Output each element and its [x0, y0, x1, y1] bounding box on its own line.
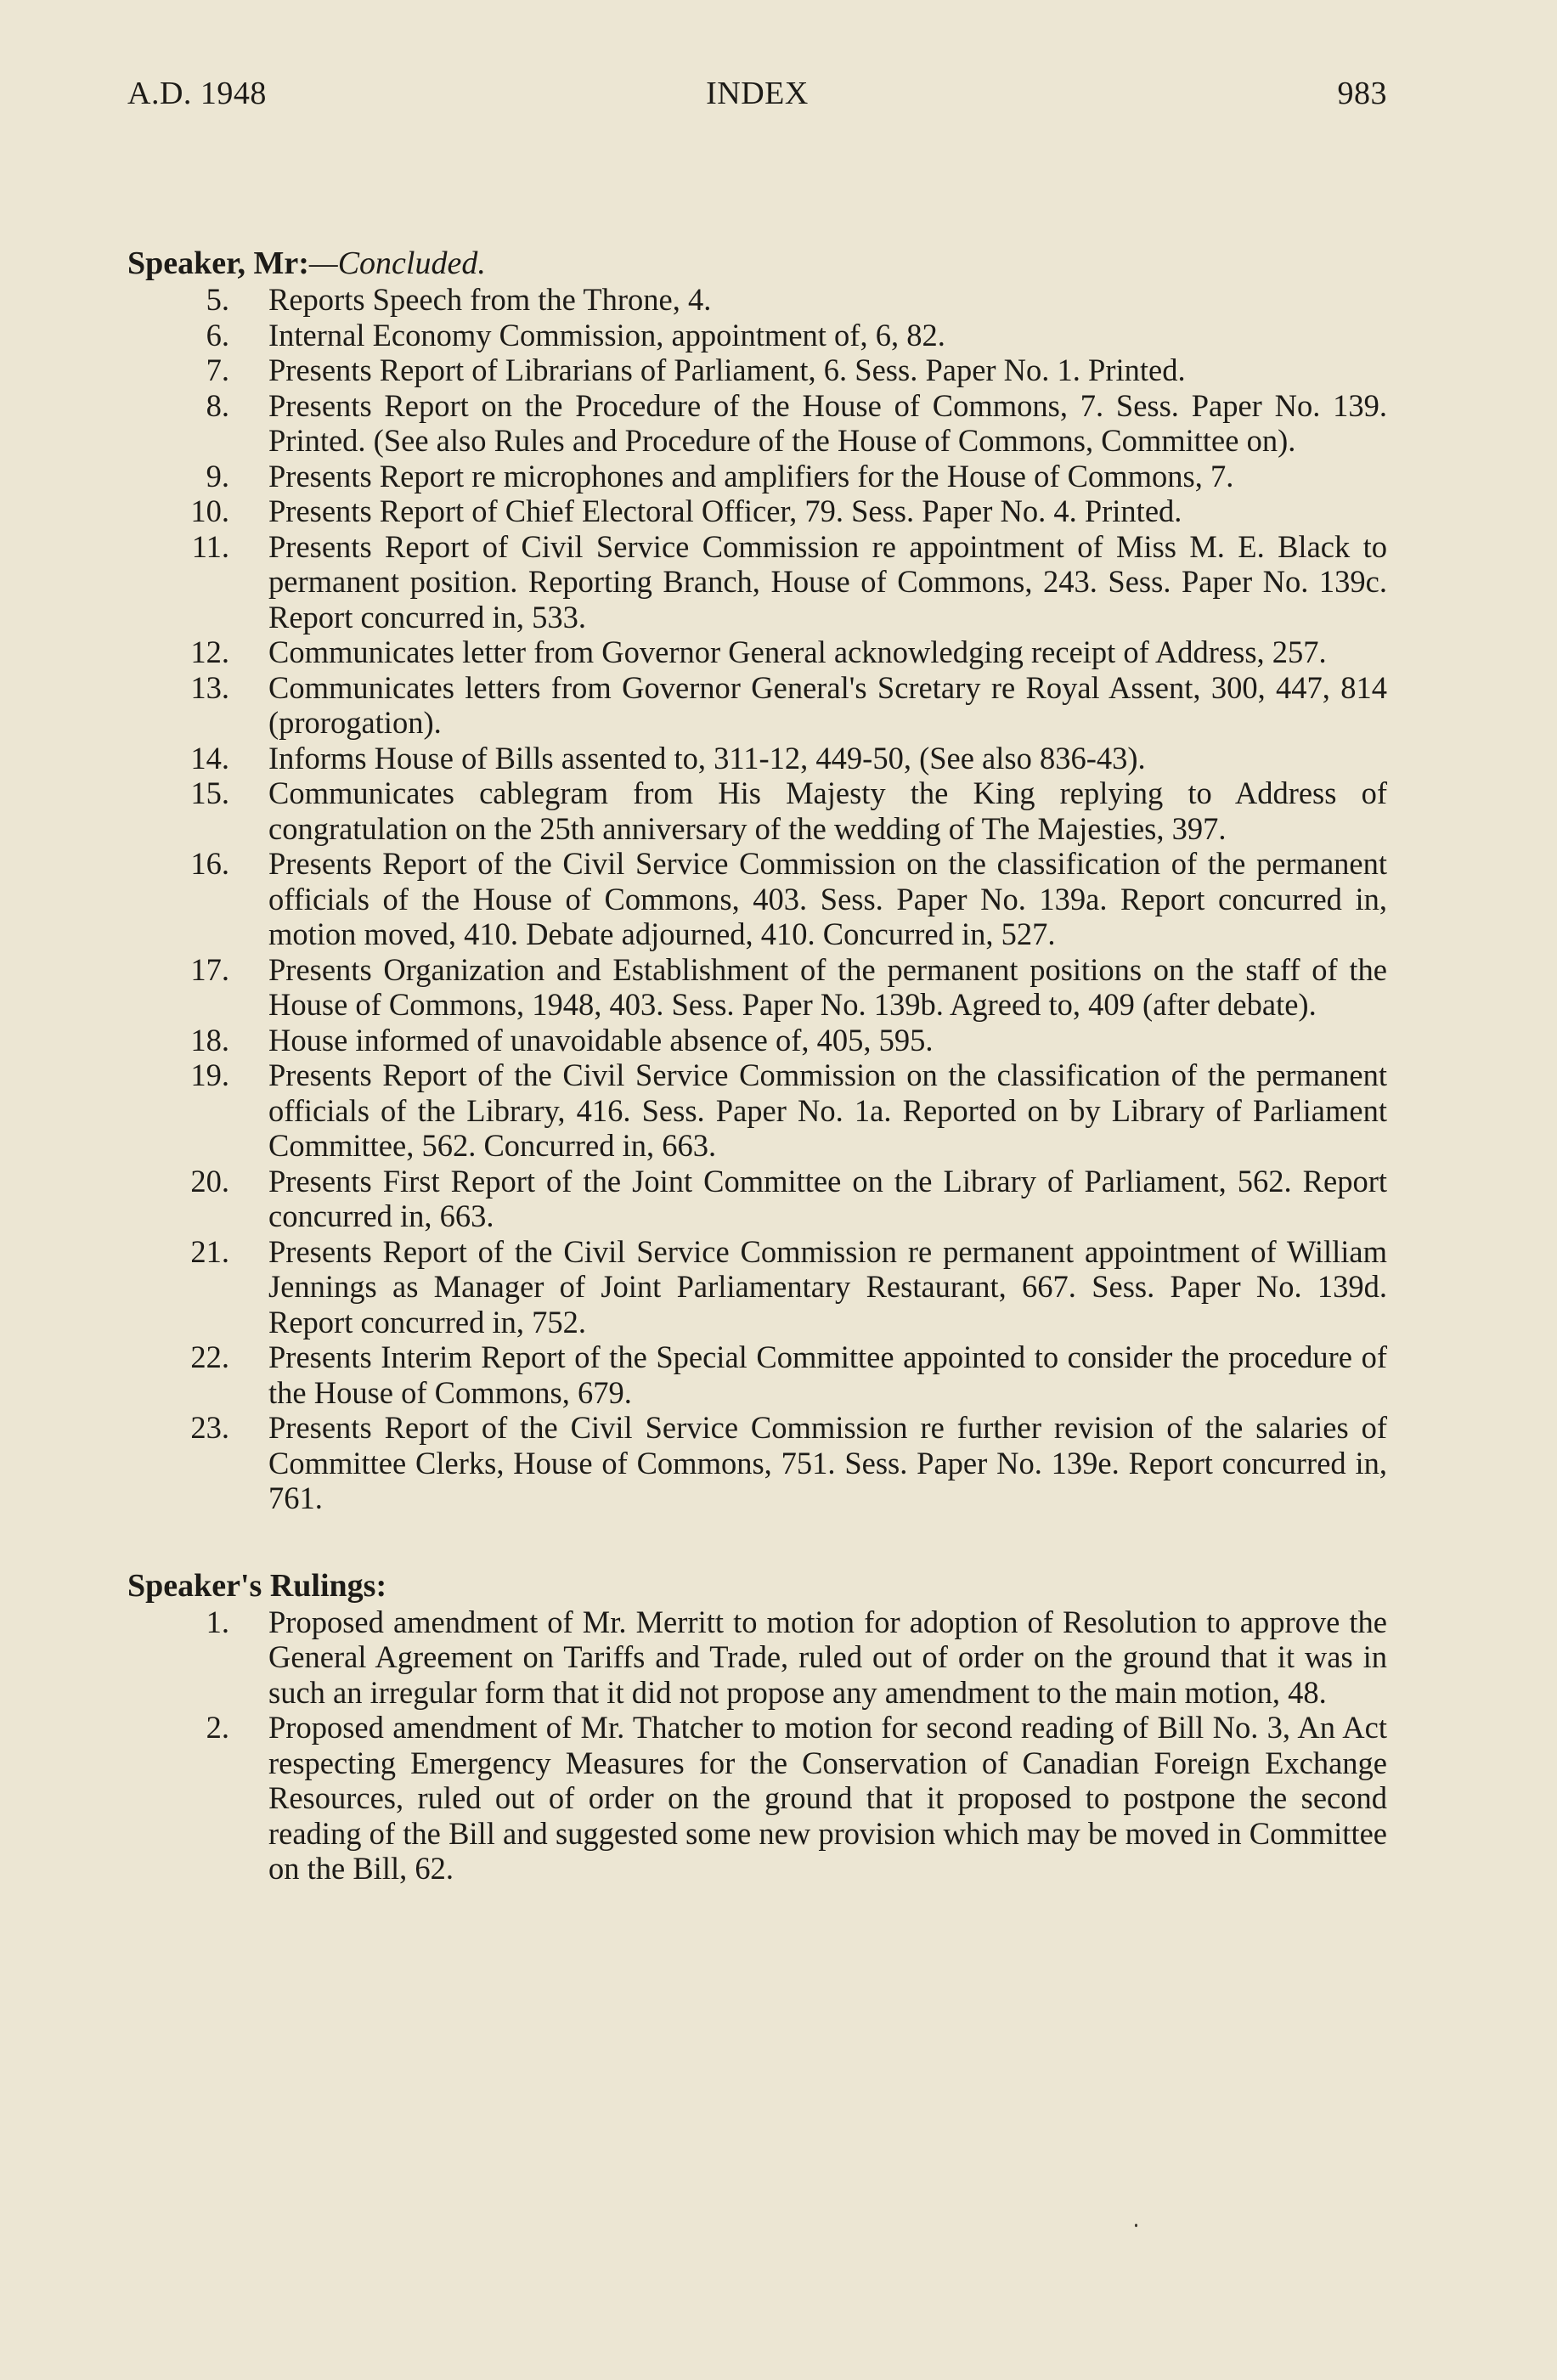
entry-text: Informs House of Bills assented to, 311-12, 449-50, (See also 836-43). — [268, 740, 1146, 775]
entry-number: 12. — [190, 634, 229, 669]
entry-text: Presents Report of Civil Service Commission re appointment of Miss M. E. Black to permanent position. Reporting Branch, House of Commons, 243. Sess. Paper No. 139c. Report concurred in, 533. — [268, 528, 1387, 634]
entry-number: 21. — [190, 1233, 229, 1269]
index-entry — [127, 388, 1387, 459]
section-heading — [127, 245, 1387, 282]
entry-text: Reports Speech from the Throne, 4. — [268, 282, 712, 317]
index-entry — [127, 493, 1387, 529]
entry-text: Proposed amendment of Mr. Merritt to motion for adoption of Resolution to approve the General Agreement on Tariffs and Trade, ruled out of order on the ground that it was in such an irregular form that it did not propose any amendment to the main motion, 48. — [268, 1604, 1387, 1710]
index-section — [127, 1567, 1387, 1887]
entry-text: Communicates letters from Governor General's Scretary re Royal Assent, 300, 447, 814 (prorogation). — [268, 669, 1387, 740]
entry-text: Presents Interim Report of the Special Committee appointed to consider the procedure of the House of Commons, 679. — [268, 1339, 1387, 1410]
index-section — [127, 245, 1387, 1516]
entry-text: Presents Report of Librarians of Parliament, 6. Sess. Paper No. 1. Printed. — [268, 352, 1186, 387]
entry-text: Presents Report re microphones and amplifiers for the House of Commons, 7. — [268, 458, 1234, 493]
index-entry — [127, 1410, 1387, 1516]
entry-list — [127, 282, 1387, 1516]
entry-text: Internal Economy Commission, appointment of, 6, 82. — [268, 317, 945, 352]
entry-number: 22. — [190, 1339, 229, 1374]
entry-number: 20. — [190, 1163, 229, 1198]
entry-text: Presents Report of the Civil Service Commission on the classification of the permanent officials of the House of Commons, 403. Sess. Paper No. 139a. Report concurred in, motion moved, 410. Debate adjourned, 410. Concurred in, 527. — [268, 846, 1387, 951]
index-entry — [127, 741, 1387, 776]
entry-number: 2. — [206, 1710, 229, 1745]
entry-text: Communicates cablegram from His Majesty the King replying to Address of congratulation on the 25th anniversary of the wedding of The Majesties, 397. — [268, 775, 1387, 846]
entry-number: 8. — [206, 387, 229, 423]
index-entry — [127, 952, 1387, 1023]
index-entry — [127, 1710, 1387, 1887]
entry-number: 19. — [190, 1057, 229, 1092]
index-entry — [127, 1057, 1387, 1164]
index-entry — [127, 1164, 1387, 1234]
index-entry — [127, 282, 1387, 318]
index-entry — [127, 318, 1387, 353]
index-entry — [127, 1605, 1387, 1711]
entry-number: 16. — [190, 846, 229, 881]
entry-number: 23. — [190, 1410, 229, 1445]
entry-number: 11. — [191, 528, 229, 564]
entry-number: 7. — [206, 352, 229, 387]
entry-number: 13. — [190, 669, 229, 705]
entry-text: Presents Report of the Civil Service Commission re further revision of the salaries of Committee Clerks, House of Commons, 751. Sess. Paper No. 139e. Report concurred in, 761. — [268, 1410, 1387, 1515]
section-heading-text: Speaker, Mr: — [127, 245, 309, 281]
section-heading — [127, 1567, 1387, 1605]
entry-number: 15. — [190, 775, 229, 810]
entry-number: 5. — [206, 282, 229, 317]
entry-number: 17. — [190, 951, 229, 987]
entry-text: Presents Report of the Civil Service Commission on the classification of the permanent officials of the Library, 416. Sess. Paper No. 1a. Reported on by Library of Parliament Committee, 562. Concurred in, 663. — [268, 1057, 1387, 1163]
index-entry — [127, 459, 1387, 494]
index-entry — [127, 1023, 1387, 1058]
index-sections — [127, 245, 1387, 1887]
entry-text: Presents Report of the Civil Service Commission re permanent appointment of William Jennings as Manager of Joint Parliamentary Restaurant, 667. Sess. Paper No. 139d. Report concurred in, 752. — [268, 1233, 1387, 1339]
entry-number: 14. — [190, 740, 229, 775]
entry-text: Presents First Report of the Joint Committee on the Library of Parliament, 562. Report concurred in, 663. — [268, 1163, 1387, 1233]
entry-text: Presents Report of Chief Electoral Officer, 79. Sess. Paper No. 4. Printed. — [268, 493, 1182, 528]
running-head-year: A.D. 1948 — [127, 76, 267, 111]
running-head-title: INDEX — [706, 76, 809, 111]
entry-text: Presents Organization and Establishment of the permanent positions on the staff of the House of Commons, 1948, 403. Sess. Paper No. 139b. Agreed to, 409 (after debate). — [268, 951, 1387, 1022]
index-entry — [127, 846, 1387, 952]
entry-number: 10. — [190, 493, 229, 528]
entry-number: 6. — [206, 317, 229, 352]
page-number: 983 — [1337, 76, 1387, 111]
index-entry — [127, 352, 1387, 388]
entry-number: 9. — [206, 458, 229, 493]
index-entry — [127, 670, 1387, 741]
entry-text: Presents Report on the Procedure of the House of Commons, 7. Sess. Paper No. 139. Printed. (See also Rules and Procedure of the House of Commons, Committee on). — [268, 387, 1387, 458]
running-head — [127, 75, 1387, 126]
index-entry — [127, 529, 1387, 635]
entry-text: Proposed amendment of Mr. Thatcher to motion for second reading of Bill No. 3, An Act respecting Emergency Measures for the Conservation of Canadian Foreign Exchange Resources, ruled out of order on the ground that it proposed to postpone the second reading of the Bill and suggested some new provision which may be moved in Committee on the Bill, 62. — [268, 1710, 1387, 1886]
entry-text: Communicates letter from Governor General acknowledging receipt of Address, 257. — [268, 634, 1327, 669]
section-heading-continuation: —Concluded. — [308, 245, 486, 281]
index-entry — [127, 1339, 1387, 1410]
entry-list — [127, 1605, 1387, 1887]
entry-number: 1. — [206, 1604, 229, 1639]
entry-text: House informed of unavoidable absence of, 405, 595. — [268, 1022, 934, 1057]
section-heading-text: Speaker's Rulings: — [127, 1567, 387, 1604]
index-entry — [127, 775, 1387, 846]
entry-number: 18. — [190, 1022, 229, 1057]
index-entry — [127, 634, 1387, 670]
index-entry — [127, 1234, 1387, 1340]
print-speck — [1135, 2224, 1137, 2227]
